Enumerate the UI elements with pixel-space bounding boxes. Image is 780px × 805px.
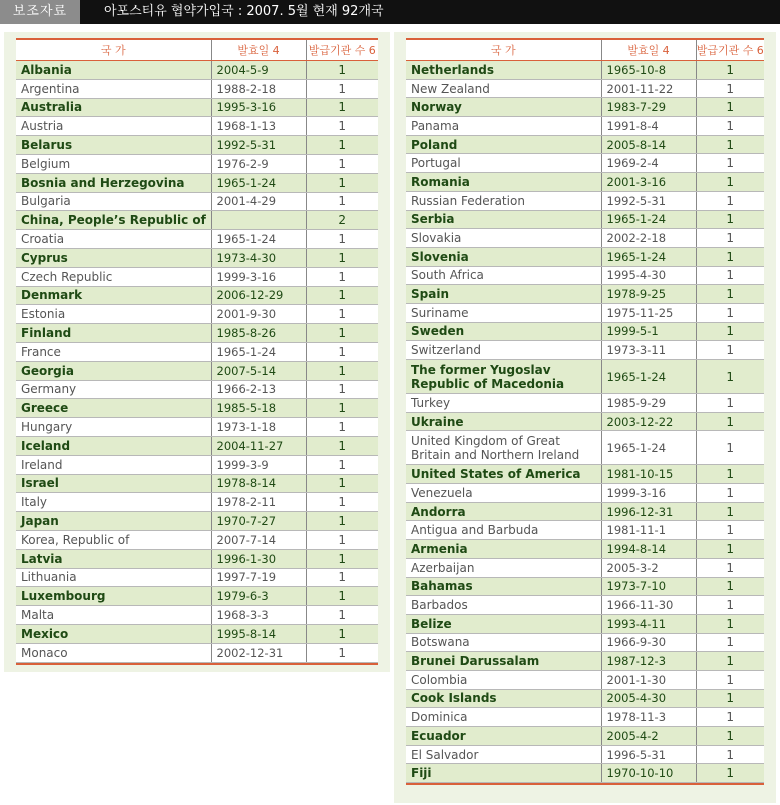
date-cell: 1970-7-27: [211, 512, 306, 531]
country-cell: El Salvador: [406, 745, 601, 764]
table-row: [406, 360, 764, 394]
issuer-count-cell: 1: [696, 614, 764, 633]
issuer-count-cell: 1: [696, 285, 764, 304]
country-cell: Botswana: [406, 633, 601, 652]
issuer-count-cell: 1: [306, 173, 378, 192]
table-row: [16, 267, 378, 286]
table-row: [16, 399, 378, 418]
issuer-count-cell: 1: [696, 652, 764, 671]
country-cell: Austria: [16, 117, 211, 136]
table-row: [406, 117, 764, 136]
date-cell: 1988-2-18: [211, 79, 306, 98]
country-cell: Hungary: [16, 418, 211, 437]
issuer-count-cell: 1: [696, 670, 764, 689]
country-cell: Barbados: [406, 596, 601, 615]
table-row: [16, 643, 378, 662]
issuer-count-cell: 1: [696, 764, 764, 783]
issuer-count-cell: 1: [306, 361, 378, 380]
issuer-count-cell: 1: [696, 173, 764, 192]
country-cell: Iceland: [16, 436, 211, 455]
date-cell: 1995-3-16: [211, 98, 306, 117]
table-row: [406, 652, 764, 671]
date-cell: 1981-10-15: [601, 465, 696, 484]
country-cell: Monaco: [16, 643, 211, 662]
page-title: 아포스티유 협약가입국 : 2007. 5월 현재 92개국: [104, 4, 384, 19]
issuer-count-cell: 1: [306, 380, 378, 399]
issuer-count-cell: 1: [306, 512, 378, 531]
table-row: [406, 191, 764, 210]
issuer-count-cell: 1: [306, 136, 378, 155]
column-header-issuers: 발급기관 수 6: [306, 40, 378, 61]
table-row: [406, 502, 764, 521]
date-cell: 1965-1-24: [601, 247, 696, 266]
date-cell: 1970-10-10: [601, 764, 696, 783]
table-row: [406, 596, 764, 615]
table-row: [16, 587, 378, 606]
table-row: [16, 117, 378, 136]
table-row: [406, 540, 764, 559]
issuer-count-cell: 1: [696, 154, 764, 173]
issuer-count-cell: 1: [306, 267, 378, 286]
issuer-count-cell: 1: [306, 418, 378, 437]
country-cell: Dominica: [406, 708, 601, 727]
date-cell: 1995-8-14: [211, 624, 306, 643]
country-cell: Denmark: [16, 286, 211, 305]
country-cell: Belize: [406, 614, 601, 633]
date-cell: 1976-2-9: [211, 154, 306, 173]
date-cell: 1965-10-8: [601, 61, 696, 80]
date-cell: 1992-5-31: [601, 191, 696, 210]
issuer-count-cell: 1: [306, 305, 378, 324]
date-cell: 1994-8-14: [601, 540, 696, 559]
column-header-issuers: 발급기관 수 6: [696, 40, 764, 61]
date-cell: 2001-11-22: [601, 79, 696, 98]
table-row: [406, 727, 764, 746]
table-row: [406, 341, 764, 360]
table-row: [406, 708, 764, 727]
country-cell: France: [16, 342, 211, 361]
country-cell: Korea, Republic of: [16, 530, 211, 549]
table-row: [16, 211, 378, 230]
country-cell: Latvia: [16, 549, 211, 568]
issuer-count-cell: 1: [306, 230, 378, 249]
date-cell: 1999-3-9: [211, 455, 306, 474]
country-cell: Colombia: [406, 670, 601, 689]
country-cell: South Africa: [406, 266, 601, 285]
date-cell: 2005-4-30: [601, 689, 696, 708]
country-cell: Ecuador: [406, 727, 601, 746]
issuer-count-cell: 1: [696, 98, 764, 117]
date-cell: 2005-8-14: [601, 135, 696, 154]
table-row: [16, 474, 378, 493]
issuer-count-cell: 1: [696, 558, 764, 577]
table-row: [16, 436, 378, 455]
country-cell: Romania: [406, 173, 601, 192]
country-cell: Ireland: [16, 455, 211, 474]
date-cell: 1991-8-4: [601, 117, 696, 136]
table-row: [406, 577, 764, 596]
issuer-count-cell: 1: [696, 229, 764, 248]
issuer-count-cell: 1: [696, 577, 764, 596]
date-cell: 1975-11-25: [601, 303, 696, 322]
table-row: [16, 324, 378, 343]
date-cell: 1966-2-13: [211, 380, 306, 399]
date-cell: 1965-1-24: [601, 210, 696, 229]
table-row: [406, 764, 764, 783]
table-row: [16, 61, 378, 80]
date-cell: 1973-1-18: [211, 418, 306, 437]
table-row: [16, 568, 378, 587]
right-table: [406, 38, 764, 785]
issuer-count-cell: 1: [696, 727, 764, 746]
table-row: [406, 558, 764, 577]
country-cell: Albania: [16, 61, 211, 80]
country-cell: Russian Federation: [406, 191, 601, 210]
table-row: [406, 521, 764, 540]
column-header-date: 발효일 4: [601, 40, 696, 61]
date-cell: 1985-9-29: [601, 394, 696, 413]
table-row: [406, 689, 764, 708]
table-row: [16, 549, 378, 568]
table-row: [16, 79, 378, 98]
issuer-count-cell: 1: [306, 624, 378, 643]
date-cell: 1999-3-16: [211, 267, 306, 286]
date-cell: 1965-1-24: [211, 230, 306, 249]
country-cell: Finland: [16, 324, 211, 343]
table-row: [406, 285, 764, 304]
header-label: 보조자료: [0, 0, 80, 24]
issuer-count-cell: 1: [696, 247, 764, 266]
date-cell: 2004-5-9: [211, 61, 306, 80]
date-cell: 1996-1-30: [211, 549, 306, 568]
table-row: [406, 394, 764, 413]
issuer-count-cell: 1: [306, 549, 378, 568]
issuer-count-cell: 1: [306, 436, 378, 455]
table-row: [406, 79, 764, 98]
table-row: [16, 455, 378, 474]
table-row: [16, 98, 378, 117]
table-row: [16, 248, 378, 267]
country-cell: Belarus: [16, 136, 211, 155]
country-cell: Georgia: [16, 361, 211, 380]
country-cell: Sweden: [406, 322, 601, 341]
table-row: [406, 266, 764, 285]
header-bar: [0, 0, 780, 24]
issuer-count-cell: 1: [696, 341, 764, 360]
country-cell: Venezuela: [406, 484, 601, 503]
date-cell: 1997-7-19: [211, 568, 306, 587]
date-cell: 1993-4-11: [601, 614, 696, 633]
date-cell: 2002-12-31: [211, 643, 306, 662]
country-cell: Cyprus: [16, 248, 211, 267]
date-cell: 1966-9-30: [601, 633, 696, 652]
table-row: [406, 484, 764, 503]
table-row: [16, 154, 378, 173]
country-cell: Mexico: [16, 624, 211, 643]
issuer-count-cell: 1: [306, 455, 378, 474]
table-row: [16, 530, 378, 549]
issuer-count-cell: 1: [306, 643, 378, 662]
date-cell: 1983-7-29: [601, 98, 696, 117]
table-row: [406, 61, 764, 80]
table-row: [406, 210, 764, 229]
issuer-count-cell: 1: [306, 399, 378, 418]
table-row: [406, 431, 764, 465]
issuer-count-cell: 1: [696, 708, 764, 727]
issuer-count-cell: 1: [696, 412, 764, 431]
column-header-date: 발효일 4: [211, 40, 306, 61]
date-cell: 2001-3-16: [601, 173, 696, 192]
issuer-count-cell: 1: [696, 394, 764, 413]
date-cell: 1965-1-24: [601, 360, 696, 394]
country-cell: Israel: [16, 474, 211, 493]
date-cell: 1973-7-10: [601, 577, 696, 596]
country-cell: Estonia: [16, 305, 211, 324]
country-cell: Suriname: [406, 303, 601, 322]
date-cell: 1978-11-3: [601, 708, 696, 727]
column-header-country: 국 가: [16, 40, 211, 61]
table-row: [406, 633, 764, 652]
issuer-count-cell: 1: [696, 596, 764, 615]
date-cell: 1996-12-31: [601, 502, 696, 521]
date-cell: 1968-3-3: [211, 606, 306, 625]
country-cell: Turkey: [406, 394, 601, 413]
issuer-count-cell: 1: [306, 98, 378, 117]
country-cell: Czech Republic: [16, 267, 211, 286]
country-cell: Bahamas: [406, 577, 601, 596]
table-row: [16, 286, 378, 305]
country-cell: Greece: [16, 399, 211, 418]
table-row: [406, 322, 764, 341]
date-cell: 1973-4-30: [211, 248, 306, 267]
country-cell: Spain: [406, 285, 601, 304]
date-cell: 2005-3-2: [601, 558, 696, 577]
table-header-row: [16, 40, 378, 61]
country-cell: Portugal: [406, 154, 601, 173]
date-cell: 1999-5-1: [601, 322, 696, 341]
issuer-count-cell: 1: [306, 493, 378, 512]
date-cell: 1996-5-31: [601, 745, 696, 764]
date-cell: 2001-4-29: [211, 192, 306, 211]
table-row: [16, 192, 378, 211]
country-cell: Luxembourg: [16, 587, 211, 606]
table-row: [406, 247, 764, 266]
date-cell: 1987-12-3: [601, 652, 696, 671]
issuer-count-cell: 2: [306, 211, 378, 230]
issuer-count-cell: 1: [696, 210, 764, 229]
issuer-count-cell: 1: [306, 342, 378, 361]
issuer-count-cell: 1: [696, 633, 764, 652]
issuer-count-cell: 1: [696, 322, 764, 341]
country-cell: Germany: [16, 380, 211, 399]
table-row: [406, 98, 764, 117]
issuer-count-cell: 1: [696, 431, 764, 465]
table-row: [406, 465, 764, 484]
country-cell: Bulgaria: [16, 192, 211, 211]
table-row: [16, 342, 378, 361]
table-header-row: [406, 40, 764, 61]
date-cell: 1981-11-1: [601, 521, 696, 540]
left-panel: [4, 32, 390, 672]
country-cell: Andorra: [406, 502, 601, 521]
country-cell: Netherlands: [406, 61, 601, 80]
date-cell: 1999-3-16: [601, 484, 696, 503]
issuer-count-cell: 1: [696, 540, 764, 559]
date-cell: 1978-2-11: [211, 493, 306, 512]
issuer-count-cell: 1: [306, 154, 378, 173]
date-cell: 2007-7-14: [211, 530, 306, 549]
table-row: [16, 305, 378, 324]
table-row: [16, 173, 378, 192]
country-cell: New Zealand: [406, 79, 601, 98]
column-header-country: 국 가: [406, 40, 601, 61]
right-panel: [394, 32, 776, 803]
country-cell: Australia: [16, 98, 211, 117]
country-cell: Poland: [406, 135, 601, 154]
issuer-count-cell: 1: [306, 248, 378, 267]
issuer-count-cell: 1: [696, 135, 764, 154]
date-cell: 1969-2-4: [601, 154, 696, 173]
date-cell: 1985-8-26: [211, 324, 306, 343]
issuer-count-cell: 1: [696, 745, 764, 764]
table-row: [16, 624, 378, 643]
date-cell: 2005-4-2: [601, 727, 696, 746]
date-cell: 2004-11-27: [211, 436, 306, 455]
country-cell: Argentina: [16, 79, 211, 98]
country-cell: Croatia: [16, 230, 211, 249]
date-cell: 2007-5-14: [211, 361, 306, 380]
country-cell: Serbia: [406, 210, 601, 229]
issuer-count-cell: 1: [696, 117, 764, 136]
country-cell: Azerbaijan: [406, 558, 601, 577]
date-cell: 2006-12-29: [211, 286, 306, 305]
country-cell: Japan: [16, 512, 211, 531]
date-cell: 1992-5-31: [211, 136, 306, 155]
issuer-count-cell: 1: [306, 117, 378, 136]
country-cell: Slovakia: [406, 229, 601, 248]
country-cell: Ukraine: [406, 412, 601, 431]
issuer-count-cell: 1: [696, 79, 764, 98]
date-cell: 2002-2-18: [601, 229, 696, 248]
issuer-count-cell: 1: [306, 286, 378, 305]
issuer-count-cell: 1: [306, 324, 378, 343]
country-cell: The former Yugoslav Republic of Macedonia: [406, 360, 601, 394]
country-cell: Cook Islands: [406, 689, 601, 708]
table-row: [406, 670, 764, 689]
date-cell: 1978-8-14: [211, 474, 306, 493]
issuer-count-cell: 1: [696, 61, 764, 80]
table-row: [16, 136, 378, 155]
issuer-count-cell: 1: [306, 530, 378, 549]
table-row: [16, 606, 378, 625]
table-row: [16, 493, 378, 512]
date-cell: 1966-11-30: [601, 596, 696, 615]
date-cell: 1995-4-30: [601, 266, 696, 285]
issuer-count-cell: 1: [696, 191, 764, 210]
date-cell: [211, 211, 306, 230]
table-row: [406, 303, 764, 322]
country-cell: Belgium: [16, 154, 211, 173]
left-table: [16, 38, 378, 665]
table-row: [406, 154, 764, 173]
issuer-count-cell: 1: [696, 360, 764, 394]
country-cell: Antigua and Barbuda: [406, 521, 601, 540]
date-cell: 2001-9-30: [211, 305, 306, 324]
issuer-count-cell: 1: [696, 266, 764, 285]
country-cell: Norway: [406, 98, 601, 117]
date-cell: 1979-6-3: [211, 587, 306, 606]
table-row: [16, 230, 378, 249]
country-cell: Italy: [16, 493, 211, 512]
country-cell: United States of America: [406, 465, 601, 484]
table-row: [406, 173, 764, 192]
issuer-count-cell: 1: [696, 521, 764, 540]
issuer-count-cell: 1: [696, 689, 764, 708]
country-cell: Lithuania: [16, 568, 211, 587]
country-cell: Malta: [16, 606, 211, 625]
date-cell: 2003-12-22: [601, 412, 696, 431]
country-cell: Brunei Darussalam: [406, 652, 601, 671]
table-row: [16, 361, 378, 380]
date-cell: 1968-1-13: [211, 117, 306, 136]
table-row: [406, 135, 764, 154]
table-row: [16, 418, 378, 437]
country-cell: Fiji: [406, 764, 601, 783]
date-cell: 1965-1-24: [211, 342, 306, 361]
country-cell: Armenia: [406, 540, 601, 559]
date-cell: 1978-9-25: [601, 285, 696, 304]
issuer-count-cell: 1: [306, 606, 378, 625]
issuer-count-cell: 1: [306, 61, 378, 80]
issuer-count-cell: 1: [306, 79, 378, 98]
date-cell: 1965-1-24: [211, 173, 306, 192]
issuer-count-cell: 1: [306, 587, 378, 606]
date-cell: 1973-3-11: [601, 341, 696, 360]
issuer-count-cell: 1: [696, 484, 764, 503]
country-cell: Slovenia: [406, 247, 601, 266]
issuer-count-cell: 1: [306, 474, 378, 493]
date-cell: 2001-1-30: [601, 670, 696, 689]
table-row: [406, 614, 764, 633]
right-table-body: [406, 61, 764, 783]
table-row: [16, 380, 378, 399]
issuer-count-cell: 1: [306, 568, 378, 587]
table-row: [406, 745, 764, 764]
country-cell: Bosnia and Herzegovina: [16, 173, 211, 192]
country-cell: Switzerland: [406, 341, 601, 360]
table-row: [406, 412, 764, 431]
issuer-count-cell: 1: [696, 465, 764, 484]
issuer-count-cell: 1: [696, 502, 764, 521]
issuer-count-cell: 1: [306, 192, 378, 211]
table-row: [16, 512, 378, 531]
date-cell: 1985-5-18: [211, 399, 306, 418]
issuer-count-cell: 1: [696, 303, 764, 322]
country-cell: United Kingdom of Great Britain and Northern Ireland: [406, 431, 601, 465]
country-cell: China, People’s Republic of: [16, 211, 211, 230]
country-cell: Panama: [406, 117, 601, 136]
left-table-body: [16, 61, 378, 663]
table-row: [406, 229, 764, 248]
date-cell: 1965-1-24: [601, 431, 696, 465]
